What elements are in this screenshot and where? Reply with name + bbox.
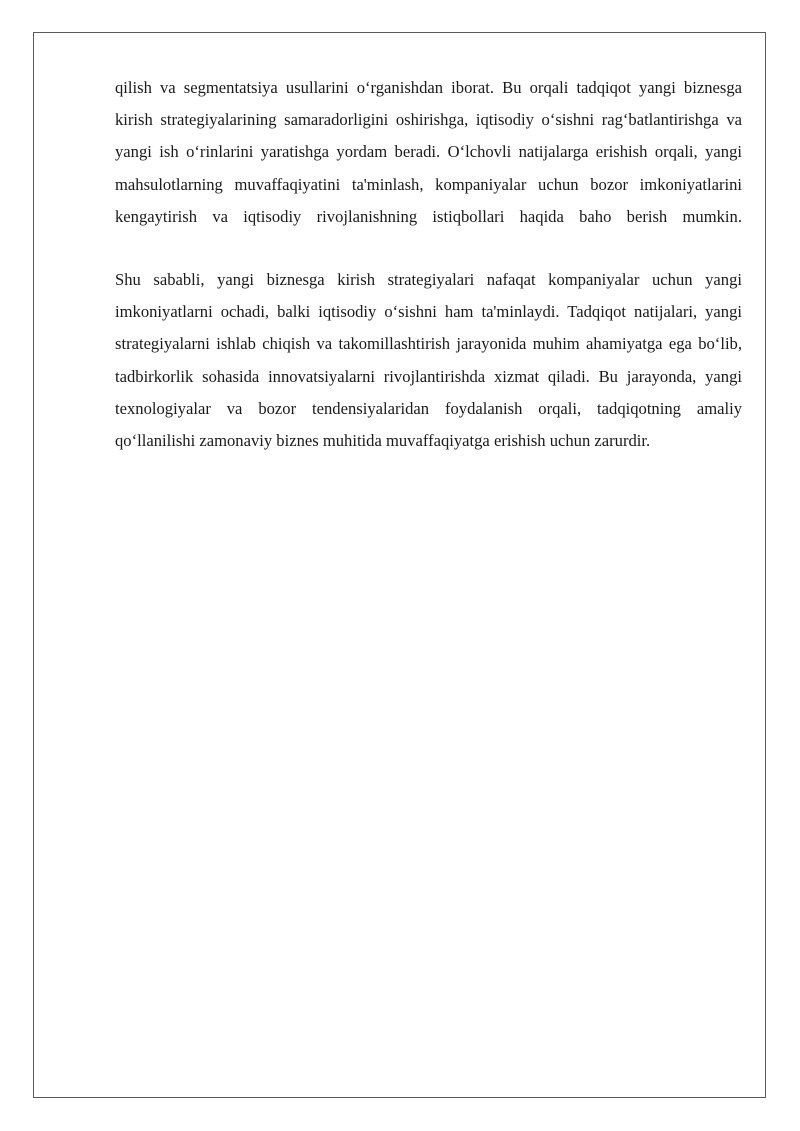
paragraph-2: Shu sababli, yangi biznesga kirish strategiyalari nafaqat kompaniyalar uchun yangi imkoniyatlarni ochadi, balki iqtisodiy o‘sishni ham ta'minlaydi. Tadqiqot natijalari, yangi strategiyalarni ishlab chiqish va takomillashtirish jarayonida muhim ahamiyatga ega bo‘lib, tadbirkorlik sohasida innovatsiyalarni rivojlantirishda xizmat qiladi. Bu jarayonda, yangi texnologiyalar va bozor tendensiyalaridan foydalanish orqali, tadqiqotning amaliy qo‘llanilishi zamonaviy biznes muhitida muvaffaqiyatga erishish uchun zarurdir. — [115, 270, 742, 451]
paragraph-spacer — [115, 233, 742, 264]
paragraph-1: qilish va segmentatsiya usullarini o‘rganishdan iborat. Bu orqali tadqiqot yangi biznesga kirish strategiyalarining samaradorligini oshirishga, iqtisodiy o‘sishni rag‘batlantirishga va yangi ish o‘rinlarini yaratishga yordam beradi. O‘lchovli natijalarga erishish orqali, yangi mahsulotlarning muvaffaqiyatini ta'minlash, kompaniyalar uchun bozor imkoniyatlarini kengaytirish va iqtisodiy rivojlanishning istiqbollari haqida baho berish mumkin. — [115, 78, 742, 226]
document-body — [115, 72, 742, 457]
